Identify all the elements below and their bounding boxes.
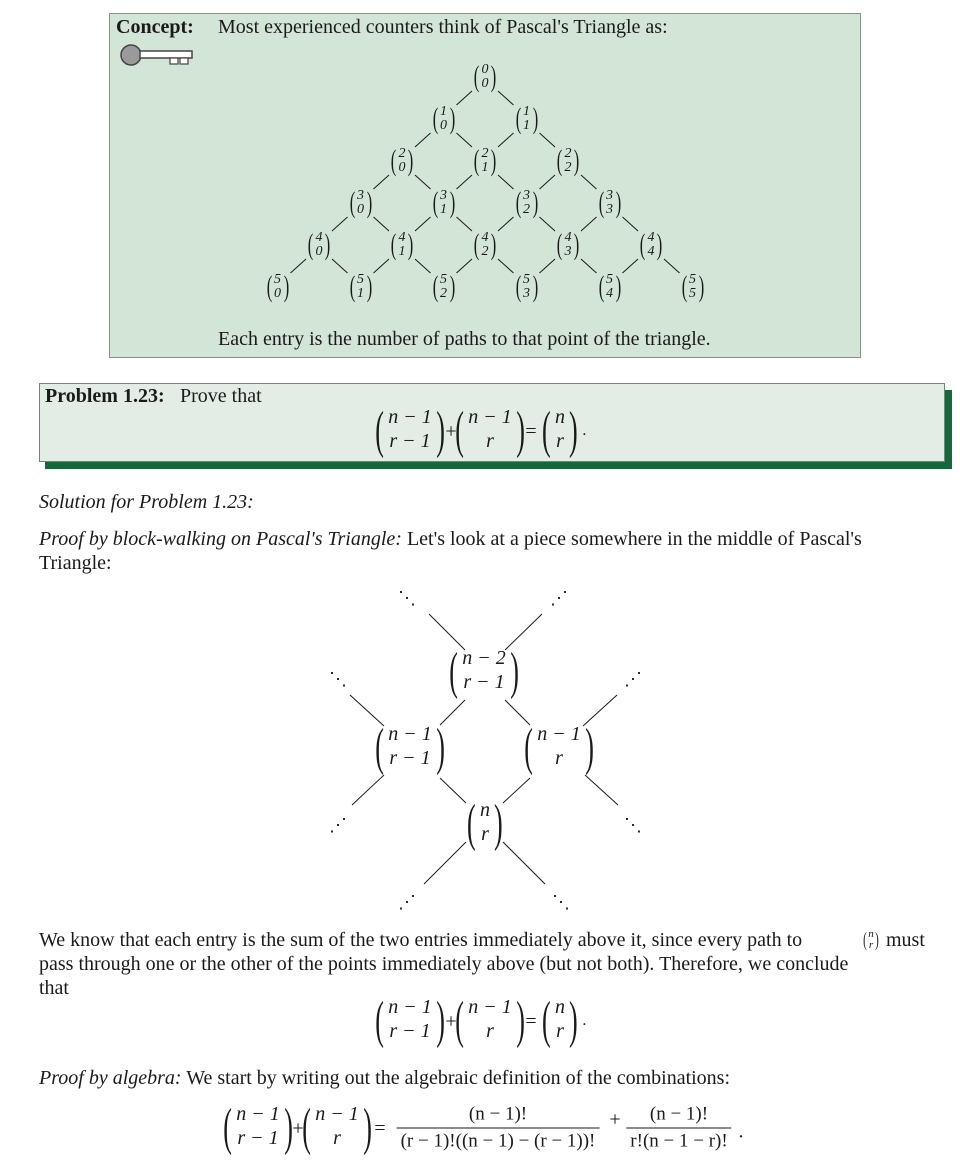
binom-term1: ( n − 1 r − 1 ) [375, 992, 445, 1049]
diagram-bottom-entry: ( n r ) [467, 795, 503, 852]
binom-term2: ( n − 1 r ) [302, 1099, 372, 1156]
inline-binom-n-r: ( n r ) [863, 928, 879, 951]
triangle-entry: ( 2 1 ) [473, 144, 497, 177]
ellipsis-top-left: ⋱ [398, 588, 416, 608]
proof2-lead: Proof by algebra: [39, 1067, 182, 1089]
fraction-2: $\frac{(n - 1)!}{r!(n - 1 - r)!}$ [626, 1104, 731, 1153]
triangle-entry: ( 2 0 ) [390, 144, 414, 177]
binom-term2: ( n − 1 r ) [455, 992, 525, 1049]
diagram-right-entry: ( n − 1 r ) [524, 719, 594, 776]
plus-sign: + [445, 420, 457, 443]
plus-sign: + [609, 1108, 621, 1131]
paragraph-line3: that [39, 977, 69, 999]
triangle-entry: ( 3 3 ) [598, 186, 621, 219]
concept-text: Most experienced counters think of Pascal's Triangle as: [218, 16, 668, 38]
concept-caption: Each entry is the number of paths to that point of the triangle. [218, 328, 711, 350]
proof1-line2: Triangle: [39, 552, 112, 574]
equals-sign: = [525, 1010, 537, 1033]
ellipsis-low-right: ⋱ [624, 815, 642, 835]
paragraph-line1: We know that each entry is the sum of the two entries immediately above it, since every path to [39, 929, 803, 951]
triangle-entry: ( 3 1 ) [432, 186, 455, 219]
triangle-entry: ( 4 0 ) [307, 228, 331, 261]
diagram-top-entry: ( n − 2 r − 1 ) [449, 643, 519, 700]
triangle-entry: ( 4 2 ) [473, 228, 497, 261]
ellipsis-mid-right: ⋱ [624, 669, 642, 689]
triangle-entry: ( 3 2 ) [515, 186, 538, 219]
solution-heading: Solution for Problem 1.23: [39, 491, 254, 513]
triangle-entry: ( 1 0 ) [432, 102, 455, 135]
triangle-entry: ( 5 2 ) [432, 270, 455, 303]
ellipsis-top-right: ⋱ [550, 588, 568, 608]
triangle-entry: ( 5 5 ) [681, 270, 704, 303]
paragraph-line2: pass through one or the other of the points immediately above (but not both). Therefore, we conclude [39, 953, 849, 975]
triangle-entry: ( 5 1 ) [349, 270, 372, 303]
triangle-entry: ( 0 0 ) [473, 60, 497, 93]
triangle-entry: ( 3 0 ) [349, 186, 372, 219]
proof1-lead: Proof by block-walking on Pascal's Triangle: [39, 528, 402, 550]
ellipsis-mid-left: ⋱ [329, 669, 347, 689]
equals-sign: = [525, 420, 537, 443]
period: . [738, 1120, 744, 1143]
triangle-entry: ( 5 0 ) [266, 270, 289, 303]
proof2-line [39, 1066, 730, 1090]
triangle-entry: ( 5 3 ) [515, 270, 538, 303]
triangle-entry: ( 4 1 ) [390, 228, 414, 261]
ellipsis-bottom-left: ⋱ [398, 892, 416, 912]
triangle-entry: ( 4 4 ) [639, 228, 663, 261]
binom-term1: ( n − 1 r − 1 ) [375, 402, 445, 459]
plus-sign: + [445, 1010, 457, 1033]
plus-sign: + [292, 1117, 304, 1140]
binom-term1: ( n − 1 r − 1 ) [223, 1099, 293, 1156]
triangle-entry: ( 4 3 ) [556, 228, 580, 261]
proof2-text: We start by writing out the algebraic definition of the combinations: [181, 1067, 731, 1089]
ellipsis-bottom-right: ⋱ [552, 892, 570, 912]
triangle-entry: ( 5 4 ) [598, 270, 621, 303]
problem-label: Problem 1.23: [45, 385, 165, 407]
triangle-entry: ( 2 2 ) [556, 144, 580, 177]
ellipsis-low-left: ⋱ [329, 815, 347, 835]
paragraph-line1-end: must [886, 929, 925, 951]
binom-term2: ( n − 1 r ) [455, 402, 525, 459]
binom-rhs: ( n r ) . [542, 402, 587, 459]
binom-rhs: ( n r ) . [542, 992, 587, 1049]
fraction-1: $\frac{(n - 1)!}{(r - 1)!((n - 1) - (r - 1))!}$ [397, 1104, 600, 1153]
concept-label: Concept: [116, 16, 194, 38]
diagram-left-entry: ( n − 1 r − 1 ) [375, 719, 445, 776]
equals-sign: = [374, 1117, 386, 1140]
triangle-entry: ( 1 1 ) [515, 102, 538, 135]
proof1-text: Let's look at a piece somewhere in the middle of Pascal's [401, 528, 862, 550]
problem-prompt: Prove that [180, 385, 262, 407]
